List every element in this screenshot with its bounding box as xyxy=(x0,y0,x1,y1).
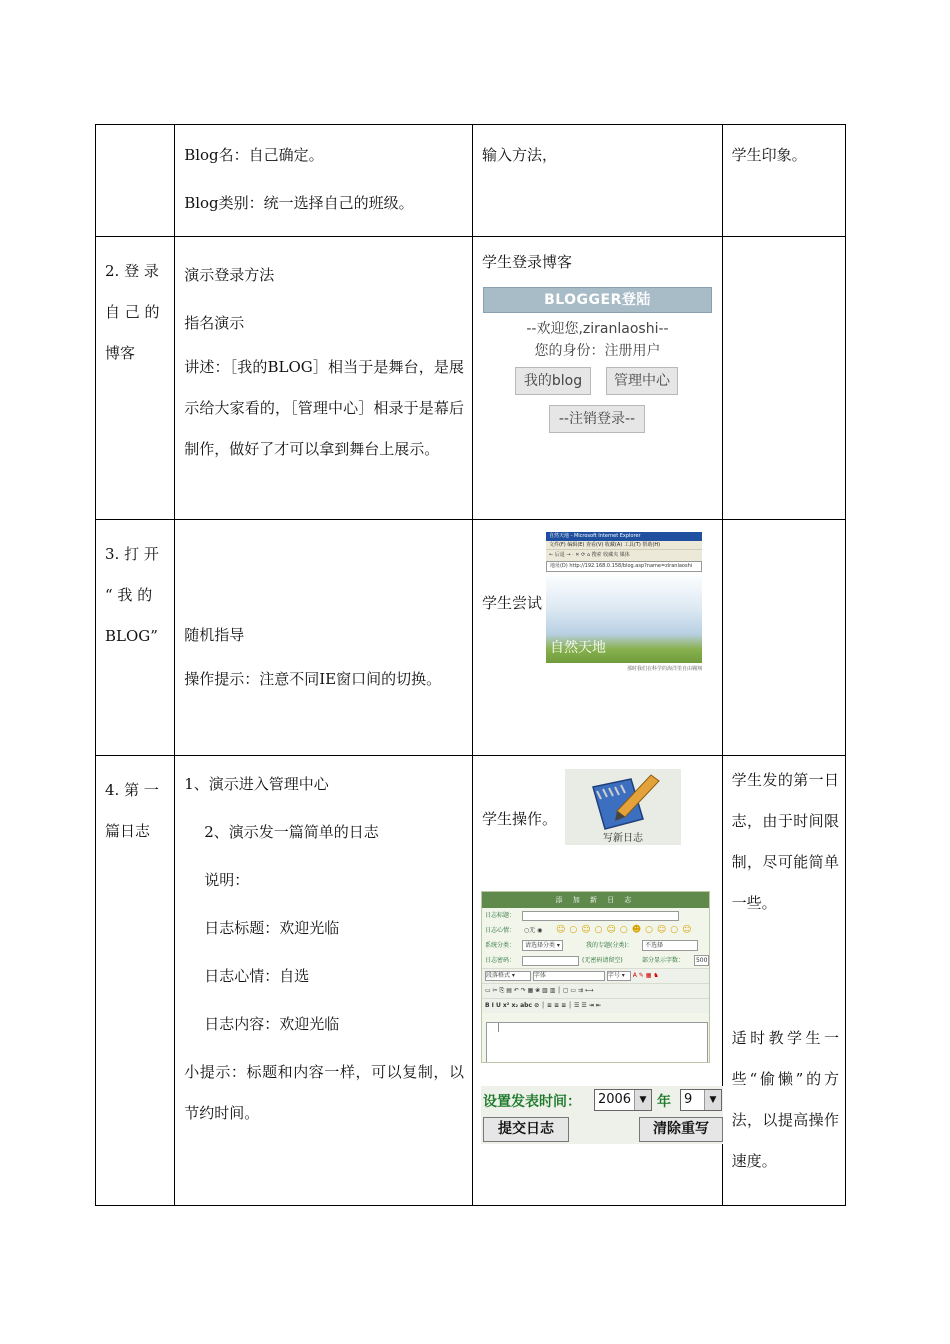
ie-title-bar: 自然天地 - Microsoft Internet Explorer xyxy=(546,532,702,541)
ie-toolbar: ← 后退 → · ✕ ⟳ ⌂ 搜索 收藏夹 媒体 xyxy=(546,549,702,561)
password-label: 日志密码： xyxy=(484,957,515,964)
font-color-icon[interactable]: A ✎ ▦ ♞ xyxy=(632,972,659,979)
editor-toolbar-3[interactable]: B I U x² x₂ abc ⊘ │ ≡ ≡ ≡ │ ☰ ☰ ⇥ ⇤ xyxy=(482,998,709,1013)
step-label: 篇日志 xyxy=(105,822,151,840)
table-row xyxy=(96,756,846,1206)
logout-button[interactable]: --注销登录-- xyxy=(549,405,645,433)
text-explanation: 讲述：［我的BLOG］相当于是舞台，是展示给大家看的，［管理中心］相录于是幕后制作，做好了才可以拿到舞台上展示。 xyxy=(184,358,464,458)
title-input[interactable] xyxy=(522,911,679,921)
my-blog-button[interactable]: 我的blog xyxy=(515,367,591,395)
cell-step xyxy=(96,125,175,237)
text-first-log-note: 学生发的第一日志，由于时间限制，尽可能简单一些。 xyxy=(731,771,839,912)
cell-note xyxy=(722,520,845,756)
text-blog-category: Blog类别：统一选择自己的班级。 xyxy=(184,194,414,212)
step-label: 4. 第 一 xyxy=(105,781,159,799)
format-select[interactable]: 段落格式 ▾ xyxy=(485,971,531,981)
login-identity: 您的身份：注册用户 xyxy=(534,343,661,359)
mood-label: 日志心情： xyxy=(484,927,515,934)
reset-button[interactable]: 清除重写 xyxy=(639,1117,723,1142)
title-label: 日志标题： xyxy=(484,912,515,919)
cell-student xyxy=(472,520,722,756)
table-row xyxy=(96,125,846,237)
write-log-icon[interactable] xyxy=(565,769,681,845)
publish-time-label: 设置发表时间： xyxy=(482,1094,581,1110)
text-log-content: 日志内容：欢迎光临 xyxy=(204,1015,340,1033)
special-select[interactable]: 不选择 xyxy=(642,940,698,951)
text-student-try: 学生尝试 xyxy=(481,594,542,612)
publish-time-bar xyxy=(481,1086,723,1144)
cell-teacher xyxy=(175,125,473,237)
word-count-label: 部分显示字数： xyxy=(641,957,684,964)
text-blog-name: Blog名：自己确定。 xyxy=(184,146,324,164)
chevron-down-icon: ▼ xyxy=(634,1090,651,1110)
text-random-guide: 随机指导 xyxy=(184,626,245,644)
cell-step xyxy=(96,237,175,520)
password-hint: (无密码请留空) xyxy=(581,957,623,964)
chevron-down-icon: ▼ xyxy=(704,1090,721,1110)
step-label: 2. 登 录 xyxy=(105,262,159,280)
text-named-demo: 指名演示 xyxy=(184,314,245,332)
cell-teacher xyxy=(175,520,473,756)
word-count-input[interactable]: 500 xyxy=(695,957,708,964)
submit-log-button[interactable]: 提交日志 xyxy=(483,1117,569,1142)
add-log-form xyxy=(481,891,710,1063)
text-input-method: 输入方法， xyxy=(481,146,557,164)
svg-text:写新日志: 写新日志 xyxy=(602,833,643,844)
blog-banner xyxy=(546,572,702,675)
login-header: BLOGGER登陆 xyxy=(483,287,712,313)
cell-note xyxy=(722,125,845,237)
text-student-impression: 学生印象。 xyxy=(731,146,807,164)
text-op-tip: 操作提示：注意不同IE窗口间的切换。 xyxy=(184,670,442,688)
cell-note xyxy=(722,756,845,1206)
text-student-op: 学生操作。 xyxy=(481,810,557,828)
login-welcome: --欢迎您,ziranlaoshi-- xyxy=(526,321,669,337)
text-demo-login: 演示登录方法 xyxy=(184,266,275,284)
mood-none-radio[interactable]: ○无 ◉ xyxy=(523,927,543,934)
step-label: 3. 打 开 xyxy=(105,545,159,563)
month-select[interactable]: 9 ▼ xyxy=(680,1089,722,1111)
cell-step xyxy=(96,520,175,756)
font-select[interactable]: 字体 xyxy=(533,971,605,981)
text-enter-manage: 1、演示进入管理中心 xyxy=(184,775,329,793)
text-desc-label: 说明： xyxy=(204,871,250,889)
ie-window-screenshot xyxy=(546,532,702,676)
year-select[interactable]: 2006 ▼ xyxy=(594,1089,652,1111)
step-label: 自 己 的 xyxy=(105,303,160,321)
password-input[interactable] xyxy=(522,956,579,966)
cell-student xyxy=(472,125,722,237)
form-header: 添 加 新 日 志 xyxy=(482,892,709,908)
ie-address-bar: 地址(D) http://192.168.0.158/blog.asp?name=ziranlaoshi xyxy=(546,561,702,572)
step-label: BLOG” xyxy=(105,627,158,645)
text-lazy-tip: 适时教学生一些“偷懒”的方法，以提高操作速度。 xyxy=(731,1029,839,1170)
cell-student xyxy=(472,756,722,1206)
size-select[interactable]: 字号 ▾ xyxy=(607,971,631,981)
blog-footer: 那时我们在科学的海洋里自由翱翔 xyxy=(546,663,702,675)
blog-brand: 自然天地 xyxy=(549,640,606,656)
text-post-log: 2、演示发一篇简单的日志 xyxy=(204,823,379,841)
login-widget xyxy=(483,287,712,439)
step-label: “ 我 的 xyxy=(105,586,153,604)
table-row xyxy=(96,237,846,520)
ie-menu-bar: 文件(F) 编辑(E) 查看(V) 收藏(A) 工具(T) 帮助(H) xyxy=(546,541,702,549)
text-log-title: 日志标题：欢迎光临 xyxy=(204,919,340,937)
cell-note xyxy=(722,237,845,520)
manage-center-button[interactable]: 管理中心 xyxy=(606,367,678,395)
category-select[interactable]: 请选择分类 ▾ xyxy=(522,940,563,951)
special-label: 我的专题(分类)： xyxy=(585,942,633,949)
category-label: 系统分类： xyxy=(484,942,515,949)
editor-toolbar-2[interactable]: ▭ ✂ ⎘ ▤ ↶ ↷ ▦ ❀ ▧ ▥ │ ▢ ▭ ⇉ ⟷ xyxy=(482,983,709,998)
cell-teacher xyxy=(175,756,473,1206)
year-unit: 年 xyxy=(656,1094,671,1110)
mood-face-icons[interactable]: ☺○☺○☺○☻○☺○☺ xyxy=(555,925,696,935)
cell-teacher xyxy=(175,237,473,520)
pen-notebook-icon xyxy=(565,769,681,845)
content-textarea[interactable]: | xyxy=(486,1022,708,1063)
step-label: 博客 xyxy=(105,344,136,362)
cell-step xyxy=(96,756,175,1206)
lesson-table xyxy=(95,124,846,1206)
text-student-login: 学生登录博客 xyxy=(481,253,572,271)
cell-student xyxy=(472,237,722,520)
table-row xyxy=(96,520,846,756)
text-log-mood: 日志心情：自选 xyxy=(204,967,310,985)
text-tip: 小提示：标题和内容一样，可以复制，以节约时间。 xyxy=(184,1063,464,1122)
